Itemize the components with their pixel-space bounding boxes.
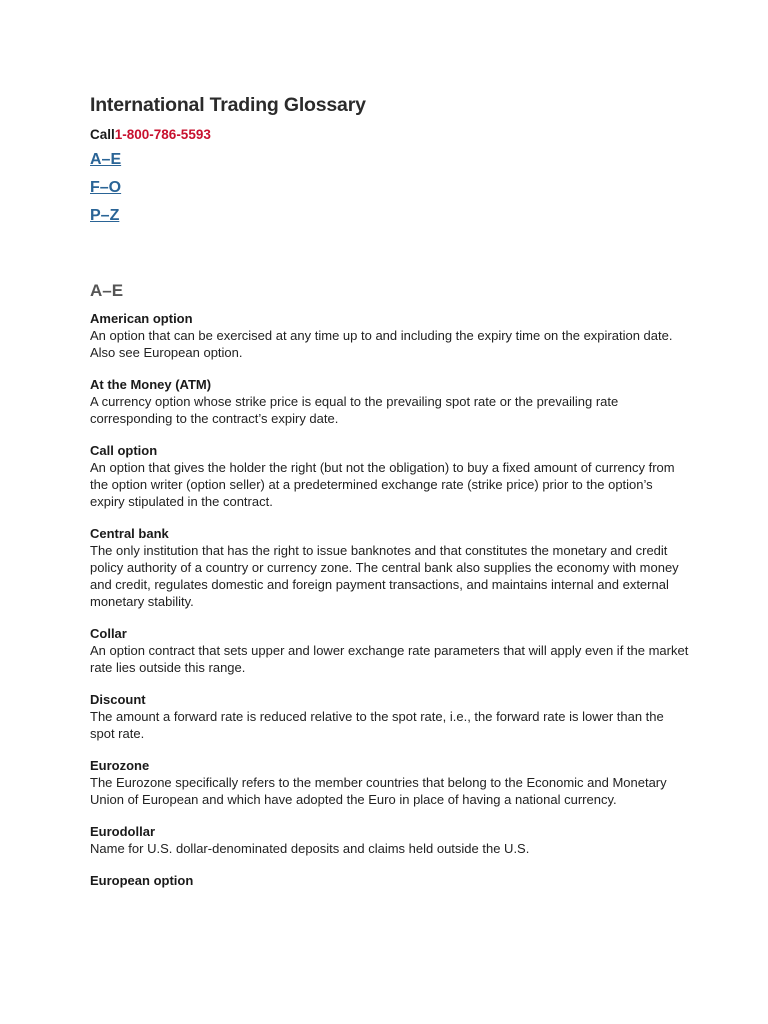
glossary-definition: The amount a forward rate is reduced relative to the spot rate, i.e., the forward rate is lower than the spot rate. bbox=[90, 709, 664, 741]
call-label: Call bbox=[90, 127, 115, 142]
glossary-definition: An option that can be exercised at any time up to and including the expiry time on the expiration date. Also see European option. bbox=[90, 328, 673, 360]
nav-link-p-z[interactable]: P–Z bbox=[90, 207, 120, 224]
glossary-term: American option bbox=[90, 311, 193, 326]
nav-link-a-e[interactable]: A–E bbox=[90, 151, 122, 168]
glossary-entry bbox=[90, 376, 690, 427]
glossary-definition: The Eurozone specifically refers to the member countries that belong to the Economic and Monetary Union of European and which have adopted the Euro in place of having a national currency. bbox=[90, 775, 667, 807]
glossary-page bbox=[90, 92, 690, 904]
glossary-term: Central bank bbox=[90, 526, 169, 541]
glossary-definition: The only institution that has the right to issue banknotes and that constitutes the monetary and credit policy authority of a country or currency zone. The central bank also supplies the economy with money and credit, regulates domestic and foreign payment transactions, and maintains internal and external monetary stability. bbox=[90, 543, 679, 609]
glossary-term: Eurozone bbox=[90, 758, 150, 773]
glossary-term: Eurodollar bbox=[90, 824, 156, 839]
nav-link-f-o[interactable]: F–O bbox=[90, 179, 122, 196]
glossary-entry bbox=[90, 757, 690, 808]
glossary-definition: A currency option whose strike price is equal to the prevailing spot rate or the prevailing rate corresponding to the contract’s expiry date. bbox=[90, 394, 619, 426]
glossary-entry bbox=[90, 872, 690, 889]
glossary-entry bbox=[90, 525, 690, 610]
glossary-entry bbox=[90, 442, 690, 510]
glossary-term: Collar bbox=[90, 626, 127, 641]
glossary-term: At the Money (ATM) bbox=[90, 377, 212, 392]
glossary-term: Call option bbox=[90, 443, 158, 458]
glossary-definition: An option contract that sets upper and lower exchange rate parameters that will apply even if the market rate lies outside this range. bbox=[90, 643, 689, 675]
page-title: International Trading Glossary bbox=[90, 94, 366, 116]
glossary-entry bbox=[90, 691, 690, 742]
glossary-definition: An option that gives the holder the right (but not the obligation) to buy a fixed amount of currency from the option writer (option seller) at a predetermined exchange rate (strike price) prior to the option’s expiry stipulated in the contract. bbox=[90, 460, 675, 509]
glossary-entry bbox=[90, 823, 690, 857]
glossary-entries bbox=[90, 310, 690, 889]
glossary-term: European option bbox=[90, 873, 194, 888]
section-heading: A–E bbox=[90, 281, 124, 300]
glossary-entry bbox=[90, 625, 690, 676]
section-nav bbox=[90, 150, 690, 226]
phone-number: 1-800-786-5593 bbox=[114, 127, 211, 142]
glossary-definition: Name for U.S. dollar-denominated deposits and claims held outside the U.S. bbox=[90, 841, 530, 856]
call-line bbox=[90, 126, 690, 144]
glossary-term: Discount bbox=[90, 692, 146, 707]
glossary-entry bbox=[90, 310, 690, 361]
